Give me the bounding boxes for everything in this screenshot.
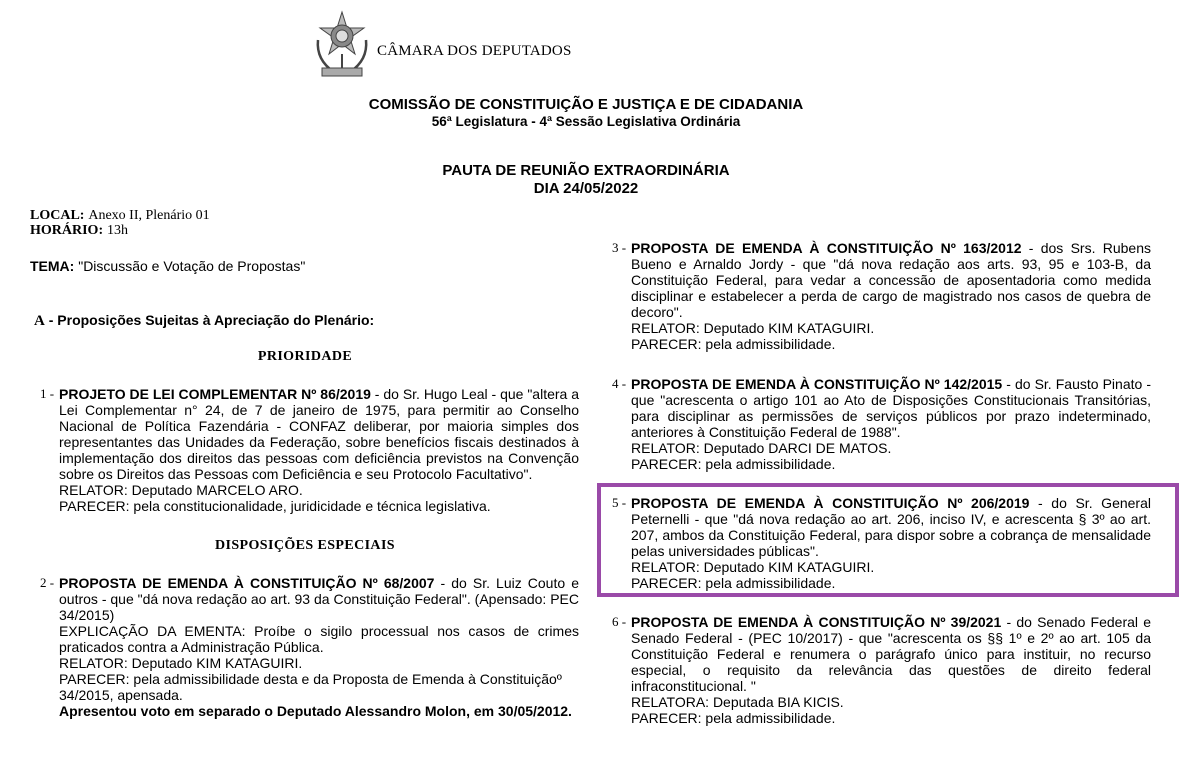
item-number: 6 - <box>612 614 627 629</box>
item-rapporteur: RELATORA: Deputada BIA KICIS. <box>631 694 844 710</box>
item-opinion: PARECER: pela admissibilidade desta e da Proposta de Emenda à Constituiçãoº 34/2015, apensada. <box>59 671 562 703</box>
brazil-coat-of-arms-icon <box>312 10 372 82</box>
location-label: LOCAL: <box>30 208 85 223</box>
section-a-heading <box>34 312 374 330</box>
item-description <box>59 575 579 623</box>
item-explanation: EXPLICAÇÃO DA EMENTA: Proíbe o sigilo processual nos casos de crimes praticados contra a Administração Pública. <box>59 623 579 655</box>
item-title: PROPOSTA DE EMENDA À CONSTITUIÇÃO Nº 68/2007 <box>59 575 435 591</box>
chamber-name: CÂMARA DOS DEPUTADOS <box>377 43 572 59</box>
item-summary: - do Senado Federal e Senado Federal - (PEC 10/2017) - que "acrescenta os §§ 1º e 2º ao art. 105 da Constituição Federal e renumera o parágrafo único para instituir, no recurso especial, o requisito da relevância das questões de direito federal infraconstitucional. " <box>631 614 1151 694</box>
agenda-date: DIA 24/05/2022 <box>533 180 639 197</box>
item-title: PROPOSTA DE EMENDA À CONSTITUIÇÃO Nº 39/2021 <box>631 614 1002 630</box>
legislature-subtitle: 56ª Legislatura - 4ª Sessão Legislativa Ordinária <box>431 114 741 129</box>
item-summary: - dos Srs. Rubens Bueno e Arnaldo Jordy - que "dá nova redação aos arts. 93, 95 e 103-B, da Constituição Federal, para vedar a concessão de aposentadoria como medida disciplinar e estabelecer a perda de cargo de magistrado nos casos de quebra de decoro". <box>631 240 1151 320</box>
section-title: - Proposições Sujeitas à Apreciação do Plenário: <box>48 312 375 328</box>
theme-value: "Discussão e Votação de Propostas" <box>78 258 306 274</box>
item-title: PROPOSTA DE EMENDA À CONSTITUIÇÃO Nº 163/2012 <box>631 240 1022 256</box>
section-letter: A <box>34 313 45 329</box>
priority-heading: PRIORIDADE <box>257 349 353 364</box>
item-rapporteur: RELATOR: Deputado KIM KATAGUIRI. <box>631 320 875 336</box>
item-summary: - do Sr. Fausto Pinato - que "acrescenta o artigo 101 ao Ato de Disposições Constitucionais Transitórias, para disciplinar as permissões de serviços públicos por prazo indeterminado, anteriores à Constituição Federal de 1988". <box>631 376 1151 440</box>
item-description <box>631 376 1151 440</box>
theme-label: TEMA: <box>30 258 75 274</box>
item-opinion: PARECER: pela constitucionalidade, juridicidade e técnica legislativa. <box>59 498 491 514</box>
meeting-time <box>30 221 128 239</box>
item-rapporteur: RELATOR: Deputado KIM KATAGUIRI. <box>59 655 303 671</box>
time-value: 13h <box>107 223 129 238</box>
agenda-title: PAUTA DE REUNIÃO EXTRAORDINÁRIA <box>442 162 730 179</box>
item-title: PROJETO DE LEI COMPLEMENTAR Nº 86/2019 <box>59 386 371 402</box>
item-opinion: PARECER: pela admissibilidade. <box>631 575 836 591</box>
item-number: 4 - <box>612 376 627 391</box>
location-value: Anexo II, Plenário 01 <box>88 208 210 223</box>
item-summary: - do Sr. Hugo Leal - que "altera a Lei Complementar n° 24, de 7 de janeiro de 1975, para permitir ao Conselho Nacional de Política Fazendária - CONFAZ deliberar, por maioria simples dos representantes das Unidades da Federação, sobre benefícios fiscais destinados à implementação dos direitos das pessoas com deficiência previstos na Convenção sobre os Direitos das Pessoas com Deficiência e seu Protocolo Facultativo". <box>59 386 580 482</box>
item-summary: - do Sr. General Peternelli - que "dá nova redação ao art. 206, inciso IV, e acrescenta § 3º ao art. 207, ambos da Constituição Federal, para dispor sobre a cobrança de mensalidade pelas universidades públicas". <box>631 495 1151 559</box>
item-number: 1 - <box>40 386 55 401</box>
item-note: Apresentou voto em separado o Deputado Alessandro Molon, em 30/05/2012. <box>59 703 572 719</box>
special-provisions-heading: DISPOSIÇÕES ESPECIAIS <box>215 538 395 553</box>
item-number: 3 - <box>612 240 627 255</box>
time-label: HORÁRIO: <box>30 223 104 238</box>
item-number: 5 - <box>612 495 627 510</box>
item-opinion: PARECER: pela admissibilidade. <box>631 456 836 472</box>
commission-title: COMISSÃO DE CONSTITUIÇÃO E JUSTIÇA E DE CIDADANIA <box>368 96 804 113</box>
item-description <box>631 495 1151 559</box>
item-title: PROPOSTA DE EMENDA À CONSTITUIÇÃO Nº 142/2015 <box>631 376 1003 392</box>
item-description <box>631 614 1151 694</box>
item-rapporteur: RELATOR: Deputado KIM KATAGUIRI. <box>631 559 875 575</box>
item-rapporteur: RELATOR: Deputado MARCELO ARO. <box>59 482 303 498</box>
item-number: 2 - <box>40 575 55 590</box>
item-description <box>631 240 1151 320</box>
item-summary: - do Sr. Luiz Couto e outros - que "dá nova redação ao art. 93 da Constituição Federal". (Apensado: PEC 34/2015) <box>59 575 579 623</box>
item-opinion: PARECER: pela admissibilidade. <box>631 336 836 352</box>
item-title: PROPOSTA DE EMENDA À CONSTITUIÇÃO Nº 206/2019 <box>631 495 1030 511</box>
item-rapporteur: RELATOR: Deputado DARCI DE MATOS. <box>631 440 892 456</box>
item-description <box>59 386 579 482</box>
item-opinion: PARECER: pela admissibilidade. <box>631 710 836 726</box>
meeting-theme <box>30 258 305 274</box>
